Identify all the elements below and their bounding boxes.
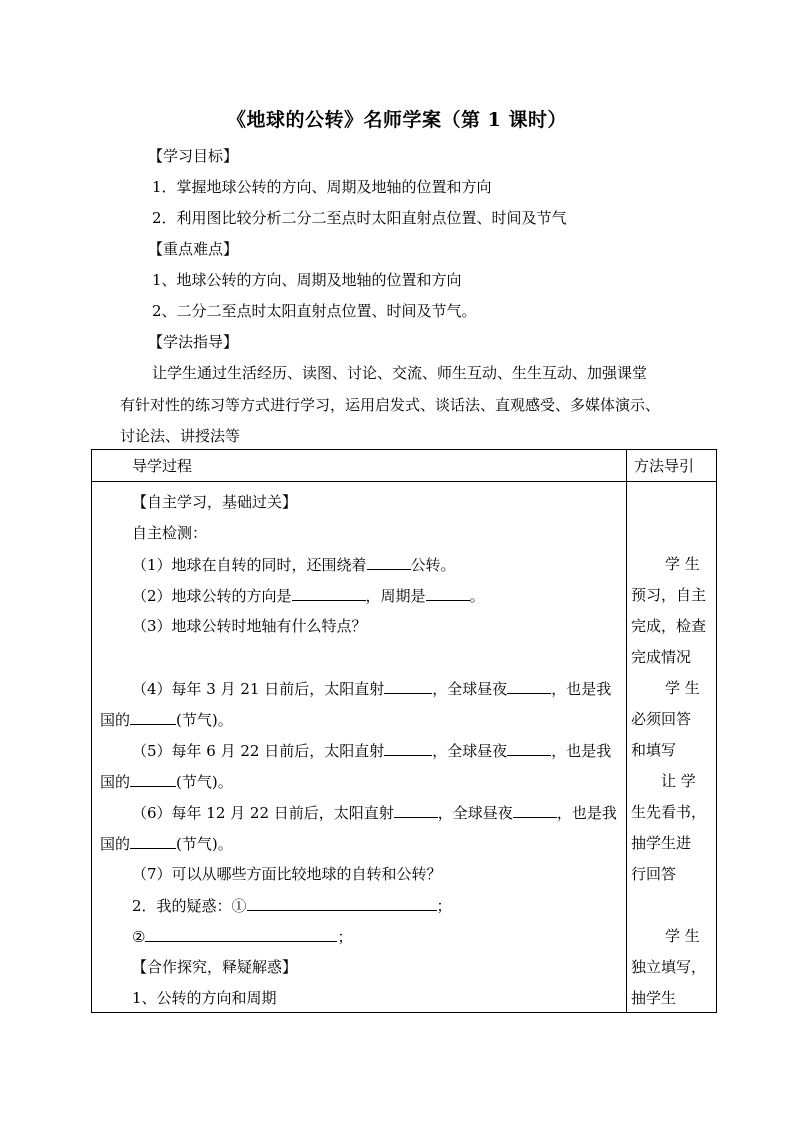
blank-field xyxy=(394,802,438,818)
question-1: （1）地球在自转的同时，还围绕着 公转。 xyxy=(132,556,456,574)
method-note: 生先看书， xyxy=(631,803,707,821)
blank-field xyxy=(507,740,551,756)
method-text-2: 有针对性的练习等方式进行学习，运用启发式、谈话法、直观感受、多媒体演示、 xyxy=(120,396,661,414)
method-note: 学 生 xyxy=(665,555,700,573)
blank-field xyxy=(384,678,432,694)
method-cell xyxy=(627,482,717,1013)
doubt-2: ② ； xyxy=(132,928,353,946)
goals-heading: 【学习目标】 xyxy=(148,147,239,165)
process-cell xyxy=(92,482,627,1013)
blank-field xyxy=(426,585,470,601)
method-note: 抽学生进 xyxy=(631,834,692,852)
method-heading: 【学法指导】 xyxy=(148,333,239,351)
goal-1: 1．掌握地球公转的方向、周期及地轴的位置和方向 xyxy=(152,178,492,196)
method-note: 和填写 xyxy=(631,741,677,759)
blank-field xyxy=(384,740,432,756)
method-note: 完成情况 xyxy=(631,648,692,666)
question-2: （2）地球公转的方向是 ，周期是 。 xyxy=(132,587,485,605)
blank-field xyxy=(513,802,557,818)
question-4-cont: 国的 (节气)。 xyxy=(100,711,233,729)
study-table xyxy=(91,449,717,1013)
question-7: （7）可以从哪些方面比较地球的自转和公转？ xyxy=(132,865,442,883)
blank-field xyxy=(367,554,411,570)
question-3: （3）地球公转时地轴有什么特点？ xyxy=(132,617,367,635)
header-method: 方法导引 xyxy=(627,450,717,482)
key-point-2: 2、二分二至点时太阳直射点位置、时间及节气。 xyxy=(152,302,477,320)
method-text-3: 讨论法、讲授法等 xyxy=(120,427,241,445)
question-6-cont: 国的 (节气)。 xyxy=(100,835,233,853)
method-note: 让 学 xyxy=(661,772,696,790)
method-text-1: 让学生通过生活经历、读图、讨论、交流、师生互动、生生互动、加强课堂 xyxy=(152,364,648,382)
question-5: （5）每年 6 月 22 日前后，太阳直射 ，全球昼夜 ，也是我 xyxy=(132,742,612,760)
blank-field xyxy=(292,585,366,601)
method-note: 完成，检查 xyxy=(631,617,707,635)
blank-field xyxy=(247,895,437,911)
method-note: 抽学生 xyxy=(631,989,677,1007)
blank-field xyxy=(130,771,176,787)
method-note: 预习，自主 xyxy=(631,586,707,604)
blank-field xyxy=(145,926,337,942)
self-check-label: 自主检测： xyxy=(132,524,208,542)
page-title: 《地球的公转》名师学案（第 1 课时） xyxy=(227,109,567,131)
key-point-1: 1、地球公转的方向、周期及地轴的位置和方向 xyxy=(152,271,462,289)
question-6: （6）每年 12 月 22 日前后，太阳直射 ，全球昼夜 ，也是我 xyxy=(132,804,617,822)
method-note: 必须回答 xyxy=(631,710,692,728)
question-4: （4）每年 3 月 21 日前后，太阳直射 ，全球昼夜 ，也是我 xyxy=(132,680,612,698)
doubt-1: 2．我的疑惑：① ； xyxy=(132,897,452,915)
blank-field xyxy=(130,709,176,725)
method-note: 学 生 xyxy=(665,927,700,945)
method-note: 独立填写， xyxy=(631,958,707,976)
method-note: 行回答 xyxy=(631,865,677,883)
self-study-heading: 【自主学习，基础过关】 xyxy=(132,493,298,511)
goal-2: 2．利用图比较分析二分二至点时太阳直射点位置、时间及节气 xyxy=(152,209,567,227)
question-5-cont: 国的 (节气)。 xyxy=(100,773,233,791)
cooperation-heading: 【合作探究，释疑解惑】 xyxy=(132,958,298,976)
blank-field xyxy=(507,678,551,694)
blank-field xyxy=(130,833,176,849)
method-note: 学 生 xyxy=(665,679,700,697)
key-heading: 【重点难点】 xyxy=(148,240,239,258)
cooperation-item-1: 1、公转的方向和周期 xyxy=(132,989,277,1007)
header-process: 导学过程 xyxy=(92,450,627,482)
